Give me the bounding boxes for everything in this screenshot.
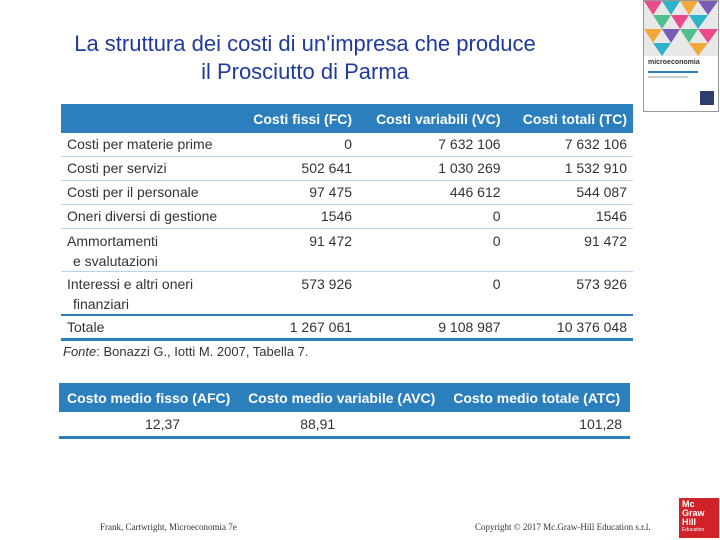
row-fc: 91 472 xyxy=(309,233,353,249)
row-tc: 544 087 xyxy=(576,184,627,200)
total-vc: 9 108 987 xyxy=(438,319,501,335)
total-label: Totale xyxy=(67,319,105,335)
cover-title: microeconomia xyxy=(648,59,700,66)
footer-copyright: Copyright © 2017 Mc.Graw-Hill Education s.r.l. xyxy=(475,522,651,532)
table-header-row xyxy=(61,104,633,133)
source-text: : Bonazzi G., Iotti M. 2007, Tabella 7. xyxy=(96,344,309,359)
value-avc: 88,91 xyxy=(240,412,445,438)
cover-pattern-icon xyxy=(644,1,718,56)
footer-book-reference: Frank, Cartwright, Microeconomia 7e xyxy=(100,522,237,532)
row-label-line-2: finanziari xyxy=(73,296,130,312)
source-note xyxy=(63,344,308,359)
row-fc: 573 926 xyxy=(301,276,353,292)
table-row xyxy=(61,229,633,272)
mcgraw-hill-logo xyxy=(679,498,719,538)
row-vc: 446 612 xyxy=(449,184,501,200)
logo-line-4: Education xyxy=(682,527,705,533)
value-atc: 101,28 xyxy=(445,412,630,438)
row-vc: 7 632 106 xyxy=(438,136,501,152)
row-vc: 1 030 269 xyxy=(438,160,501,176)
slide-title-line-2: il Prosciutto di Parma xyxy=(201,59,409,84)
source-prefix: Fonte xyxy=(63,344,97,359)
row-label xyxy=(61,272,237,316)
row-tc: 7 632 106 xyxy=(564,136,627,152)
row-tc: 1 532 910 xyxy=(564,160,627,176)
cover-badge xyxy=(700,91,714,105)
table-row xyxy=(61,181,633,205)
row-label: Costi per materie prime xyxy=(67,136,213,152)
logo-line-1: Mc xyxy=(682,499,695,509)
logo-line-2: Graw xyxy=(682,508,705,518)
total-row xyxy=(61,315,633,340)
header-label-column xyxy=(61,104,237,133)
total-tc: 10 376 048 xyxy=(556,319,627,335)
average-cost-table xyxy=(59,383,630,439)
table-row xyxy=(61,205,633,229)
row-tc: 91 472 xyxy=(584,233,627,249)
row-vc: 0 xyxy=(492,233,501,249)
row-vc: 0 xyxy=(492,276,501,292)
cover-rule xyxy=(648,71,698,73)
book-cover-image xyxy=(643,0,719,112)
row-tc: 573 926 xyxy=(576,276,627,292)
avg-header-row xyxy=(59,383,630,412)
header-avc: Costo medio variabile (AVC) xyxy=(240,383,445,412)
row-label-line-1: Interessi e altri oneri xyxy=(67,276,194,292)
row-fc: 97 475 xyxy=(309,184,353,200)
slide-title xyxy=(20,30,590,86)
value-afc: 12,37 xyxy=(59,412,240,438)
row-label-line-1: Ammortamenti xyxy=(67,233,159,249)
slide-title-line-1: La struttura dei costi di un'impresa che produce xyxy=(74,31,536,56)
avg-values-row xyxy=(59,412,630,438)
row-label xyxy=(61,229,237,272)
cost-structure-table xyxy=(61,104,633,341)
header-variable-costs: Costi variabili (VC) xyxy=(358,104,507,133)
cover-artwork xyxy=(644,1,718,56)
table-row xyxy=(61,157,633,181)
table-row xyxy=(61,133,633,157)
row-fc: 1546 xyxy=(320,208,353,224)
row-fc: 502 641 xyxy=(301,160,353,176)
header-atc: Costo medio totale (ATC) xyxy=(445,383,630,412)
row-fc: 0 xyxy=(344,136,353,152)
total-fc: 1 267 061 xyxy=(289,319,353,335)
header-fixed-costs: Costi fissi (FC) xyxy=(237,104,358,133)
row-label: Oneri diversi di gestione xyxy=(67,208,218,224)
header-total-costs: Costi totali (TC) xyxy=(507,104,633,133)
table-row xyxy=(61,272,633,316)
cover-subrule xyxy=(648,76,688,78)
row-label: Costi per il personale xyxy=(67,184,199,200)
row-vc: 0 xyxy=(492,208,501,224)
row-label-line-2: e svalutazioni xyxy=(73,253,158,269)
row-label: Costi per servizi xyxy=(67,160,167,176)
row-tc: 1546 xyxy=(595,208,627,224)
header-afc: Costo medio fisso (AFC) xyxy=(59,383,240,412)
logo-line-3: Hill xyxy=(682,517,697,527)
